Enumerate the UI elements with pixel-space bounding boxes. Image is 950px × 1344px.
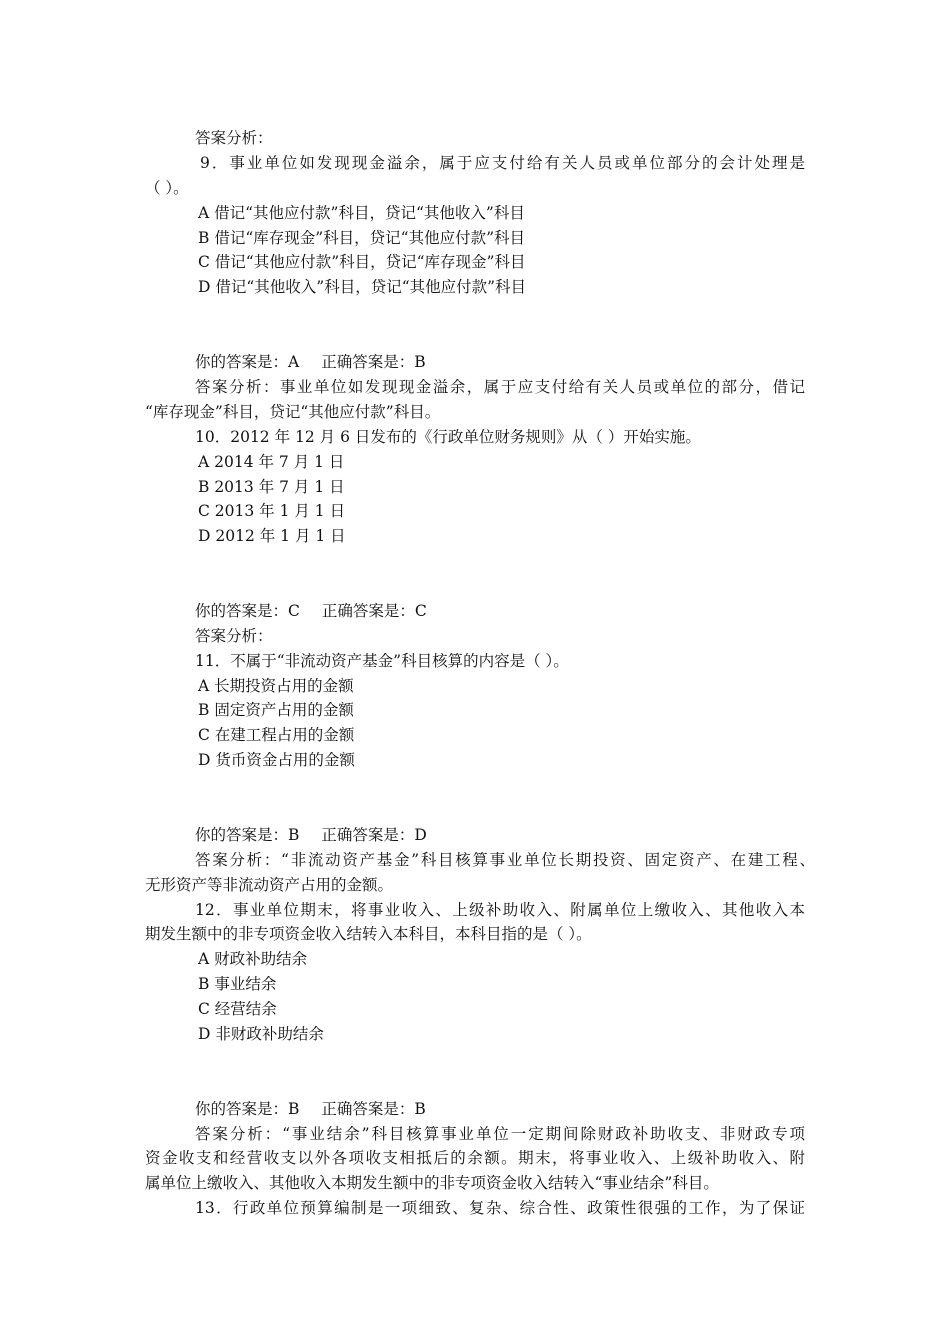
q9-option-d: D 借记“其他收入”科目，贷记“其他应付款”科目: [198, 278, 527, 296]
q11-option-c: C 在建工程占用的金额: [198, 726, 355, 744]
q12-option-c: C 经营结余: [198, 1000, 277, 1018]
q11-correct-answer: 正确答案是：D: [321, 826, 427, 844]
q12-stem-line1: 12．事业单位期末，将事业收入、上级补助收入、附属单位上缴收入、其他收入本: [195, 901, 805, 919]
q11-option-a: A 长期投资占用的金额: [198, 677, 354, 695]
q11-analysis-line2: 无形资产等非流动资产占用的金额。: [145, 876, 394, 894]
q11-stem: 11．不属于“非流动资产基金”科目核算的内容是（ ）。: [195, 652, 569, 670]
q9-stem-line2: （ ）。: [145, 179, 189, 197]
q10-stem: 10．2012 年 12 月 6 日发布的《行政单位财务规则》从（ ）开始实施。: [195, 428, 701, 446]
q11-option-d: D 货币资金占用的金额: [198, 751, 355, 769]
q12-option-b: B 事业结余: [198, 975, 277, 993]
q12-analysis-line2: 资金收支和经营收支以外各项收支相抵后的余额。期末，将事业收入、上级补助收入、附: [145, 1149, 805, 1167]
q9-option-b: B 借记“库存现金”科目，贷记“其他应付款”科目: [198, 229, 526, 247]
q11-your-answer: 你的答案是：B: [195, 826, 300, 844]
q11-option-b: B 固定资产占用的金额: [198, 701, 354, 719]
q12-analysis-line3: 属单位上缴收入、其他收入本期发生额中的非专项资金收入结转入“事业结余”科目。: [145, 1174, 719, 1192]
q9-option-c: C 借记“其他应付款”科目，贷记“库存现金”科目: [198, 253, 526, 271]
q12-stem-line2: 期发生额中的非专项资金收入结转入本科目，本科目指的是（ ）。: [145, 925, 592, 943]
q9-answer-row: [195, 352, 426, 372]
q10-analysis: 答案分析：: [195, 627, 273, 645]
q10-option-c: C 2013 年 1 月 1 日: [198, 502, 346, 520]
q10-answer-row: [195, 601, 427, 621]
q12-option-d: D 非财政补助结余: [198, 1025, 324, 1043]
q12-option-a: A 财政补助结余: [198, 950, 308, 968]
q12-your-answer: 你的答案是：B: [195, 1100, 300, 1118]
q10-your-answer: 你的答案是：C: [195, 602, 300, 620]
q9-correct-answer: 正确答案是：B: [321, 353, 426, 371]
q9-option-a: A 借记“其他应付款”科目，贷记“其他收入”科目: [198, 204, 525, 222]
q11-answer-row: [195, 825, 427, 845]
q9-analysis-line2: “库存现金”科目，贷记“其他应付款”科目。: [145, 403, 441, 421]
q9-analysis-line1: 答案分析：事业单位如发现现金溢余，属于应支付给有关人员或单位的部分，借记: [195, 378, 805, 396]
q12-analysis-line1: 答案分析：“事业结余”科目核算事业单位一定期间除财政补助收支、非财政专项: [195, 1125, 805, 1143]
q10-correct-answer: 正确答案是：C: [321, 602, 427, 620]
q10-option-b: B 2013 年 7 月 1 日: [198, 478, 345, 496]
q10-option-a: A 2014 年 7 月 1 日: [198, 453, 345, 471]
q12-answer-row: [195, 1099, 426, 1119]
q12-correct-answer: 正确答案是：B: [321, 1100, 426, 1118]
q9-your-answer: 你的答案是：A: [195, 353, 300, 371]
q13-stem-line1: 13．行政单位预算编制是一项细致、复杂、综合性、政策性很强的工作，为了保证: [195, 1199, 805, 1217]
q11-analysis-line1: 答案分析：“非流动资产基金”科目核算事业单位长期投资、固定资产、在建工程、: [195, 851, 815, 869]
q10-option-d: D 2012 年 1 月 1 日: [198, 527, 346, 545]
q9-analysis-label: 答案分析：: [195, 129, 273, 147]
q9-stem-line1: 9．事业单位如发现现金溢余，属于应支付给有关人员或单位部分的会计处理是: [200, 154, 805, 172]
